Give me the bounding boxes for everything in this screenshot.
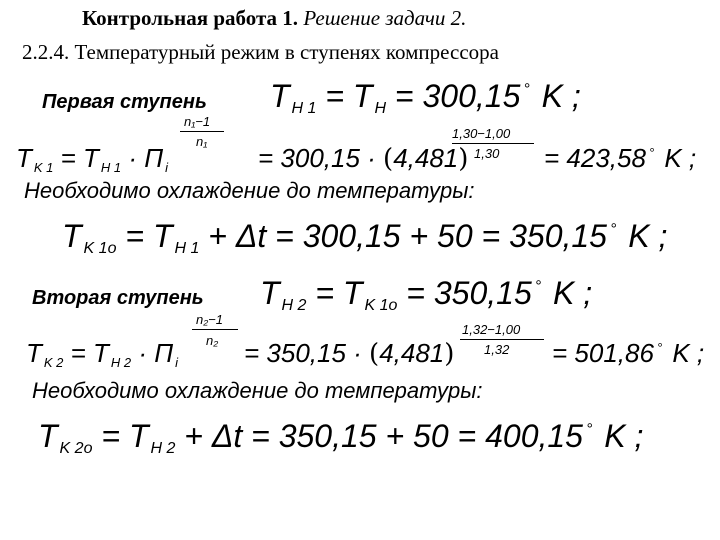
stage1-cooling-note: Необходимо охлаждение до температуры: bbox=[24, 178, 475, 203]
stage2-cooling-note: Необходимо охлаждение до температуры: bbox=[32, 378, 483, 403]
page-title bbox=[82, 6, 466, 31]
stage2-exp-line bbox=[192, 329, 238, 330]
stage1-result: = 423,58 ° K ; bbox=[544, 143, 697, 173]
page-subtitle: 2.2.4. Температурный режим в ступенях компрессора bbox=[22, 40, 499, 64]
stage2-result: = 501,86 ° K ; bbox=[552, 338, 705, 368]
stage1-exp-line bbox=[180, 131, 224, 132]
stage1-exp-den: n₁ bbox=[196, 134, 208, 149]
stage2-equation-outlet-temp: T $_{K 2}$ = T $_{H 2}$ · Π $_i$ bbox=[26, 338, 178, 370]
stage2-equation-cooled-temp: T $_{K 2o}$ = T $_{H 2}$ + Δt = 350,15 + 50 = 400,15 ° K ; bbox=[38, 418, 644, 457]
stage2-exp-den: n₂ bbox=[206, 333, 219, 348]
stage1-pow-den: 1,30 bbox=[474, 146, 500, 161]
stage1-pow-line bbox=[452, 143, 534, 144]
stage2-pow-num: 1,32−1,00 bbox=[462, 322, 521, 337]
stage1-exp-num: n₁−1 bbox=[184, 114, 211, 129]
stage2-exp-num: n₂−1 bbox=[196, 312, 224, 327]
stage2-pow-line bbox=[460, 339, 544, 340]
stage1-equation-value: = 300,15 · (4,481) bbox=[258, 143, 469, 174]
stage2-pow-den: 1,32 bbox=[484, 342, 510, 357]
title-bold: Контрольная работа 1. bbox=[82, 6, 299, 30]
stage1-equation-outlet-temp: T $_{K 1}$ = T $_{H 1}$ · Π $_i$ bbox=[16, 143, 168, 175]
stage2-equation-inlet-temp: T $_{H 2}$ = T $_{K 1o}$ = 350,15 ° K ; bbox=[260, 275, 593, 314]
stage1-equation-cooled-temp: T $_{K 1o}$ = T $_{H 1}$ + Δt = 300,15 + 50 = 350,15 ° K ; bbox=[62, 218, 668, 257]
title-italic: Решение задачи 2. bbox=[298, 6, 467, 30]
stage1-label: Первая ступень bbox=[42, 91, 207, 113]
stage1-equation-inlet-temp: T $_{H 1}$ = T $_H$ = 300,15 ° K ; bbox=[270, 78, 581, 117]
stage2-equation-value: = 350,15 · (4,481) bbox=[244, 338, 455, 369]
stage2-label: Вторая ступень bbox=[32, 287, 204, 309]
stage1-pow-num: 1,30−1,00 bbox=[452, 126, 511, 141]
